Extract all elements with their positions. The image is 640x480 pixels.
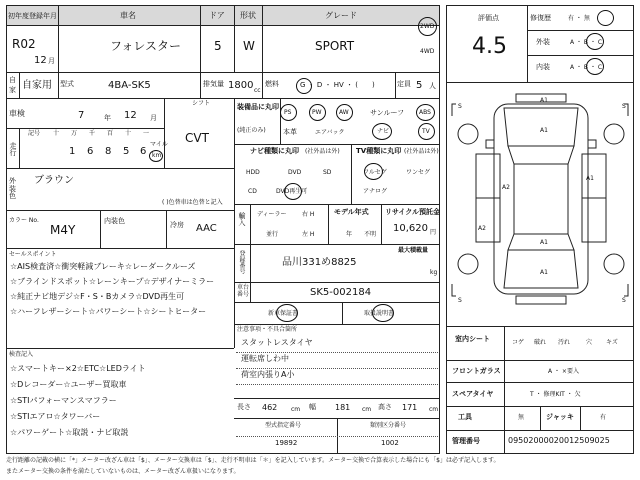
type-no-label: 型式指定番号 — [265, 422, 302, 429]
footer-line-1: 走行距離の記載の横に「*」メーター改ざん車は「$」、メーター交換車は「$」、走行不明車は「＊」を記入しています。メーター交換で合算表示した場合にも「$」は必ず記入します。 — [6, 457, 500, 464]
import-parallel: 並行 — [266, 231, 279, 238]
ac-value: AAC — [196, 223, 217, 234]
entry-title: 検査記入 — [9, 351, 34, 358]
equip-pw: PW — [312, 109, 322, 116]
navi-sd: SD — [323, 169, 332, 176]
score-label: 評価点 — [478, 14, 499, 22]
model-year-year: 年 — [346, 231, 353, 238]
import-dealer: ディーラー — [257, 211, 287, 218]
warranty-b: 取扱説明書 — [364, 310, 395, 317]
height-unit: cm — [429, 406, 439, 413]
inspection-month-unit: 月 — [150, 114, 157, 122]
inspection-label: 車検 — [9, 109, 25, 118]
equip-aw: AW — [339, 109, 349, 116]
tv-fullseg: フルセグ — [363, 169, 387, 176]
tv-analog: アナログ — [363, 188, 388, 195]
grade-label: グレード — [325, 11, 357, 20]
sales-title: セールスポイント — [9, 251, 57, 258]
panel-a1-bumper: A1 — [540, 269, 548, 276]
entry-item-3: ☆STIエアロ☆タワーバー — [10, 412, 101, 421]
tools-value: 無 — [518, 414, 525, 421]
fuel-label: 燃料 — [265, 80, 279, 88]
cabin-item-1: 破れ — [534, 339, 547, 346]
height-label: 高さ — [378, 403, 392, 411]
damage-diagram — [446, 84, 634, 322]
doors-label: ドア — [209, 11, 225, 20]
mile-col-3: 千 — [89, 130, 96, 137]
sales-item-2: ☆純正ナビ地デジ☆F・S・Bカメラ☆DVD再生可 — [10, 292, 185, 301]
mile-unit-km: km — [152, 152, 162, 159]
length-unit: cm — [291, 406, 301, 413]
drive-2wd: 2WD — [420, 23, 435, 30]
cabin-item-3: 穴 — [586, 339, 593, 346]
sales-item-3: ☆ハーフレザーシート☆パワーシート☆シートヒーター — [10, 307, 207, 316]
model-label: 車名 — [120, 11, 136, 20]
panel-a1-rear: A1 — [540, 239, 548, 246]
mile-unit-mile: マイル — [150, 141, 168, 148]
exterior-eval-options: A ・ B ・ C — [570, 39, 603, 46]
first-reg-label: 初年度登録年月 — [8, 12, 57, 20]
navi-dvd-play: DVD再生可 — [276, 188, 308, 195]
repair-options: 有 ・ 無 — [568, 15, 590, 22]
front-glass-label: フロントガラス — [452, 367, 501, 375]
exterior-eval-label: 外装 — [536, 38, 550, 46]
plate-label: 登録番号 — [238, 250, 245, 274]
side-mark-0: S — [458, 103, 462, 110]
height-value: 171 — [402, 403, 418, 412]
jack-label: ジャッキ — [546, 413, 574, 421]
exterior-label: 外装色 — [9, 177, 16, 201]
first-reg-month-unit: 月 — [48, 57, 55, 65]
length-value: 462 — [262, 403, 278, 412]
tools-label: 工具 — [458, 413, 472, 421]
disp-label: 排気量 — [203, 80, 224, 88]
mile-col-0: 記号 — [28, 130, 41, 137]
equip-ps: PS — [284, 109, 292, 116]
recycle-value: 10,620 — [393, 223, 428, 234]
recycle-unit: 円 — [430, 229, 437, 236]
repair-circle — [597, 10, 614, 26]
navi-cd: CD — [248, 188, 257, 195]
model-year-unknown: 不明 — [364, 231, 377, 238]
exterior-eval-circle — [586, 33, 604, 50]
side-mark-3: S — [622, 297, 626, 304]
cap-label: 定員 — [397, 80, 411, 88]
cabin-item-4: キズ — [606, 339, 618, 346]
length-label: 長さ — [237, 403, 251, 411]
width-unit: cm — [362, 406, 372, 413]
notes-line-2: 荷室内張りA小 — [241, 370, 295, 379]
inspection-year: 7 — [78, 110, 85, 121]
equip-title: 装備品に丸印 — [237, 103, 279, 111]
chassis-value: SK5-002184 — [310, 287, 372, 298]
import-left: 左 H — [302, 231, 315, 238]
footer-line-2: またメーター交換の条件を満たしていないものは、メーター改ざん車扱いになります。 — [6, 468, 240, 475]
equip-airbag: エアバック — [315, 129, 345, 136]
reg-label-a: 自 — [9, 76, 16, 84]
score-value: 4.5 — [472, 34, 507, 59]
shift-label: シフト — [192, 100, 211, 107]
spare-label: スペアタイヤ — [452, 390, 494, 398]
entry-item-1: ☆Dレコーダー☆ユーザー買取車 — [10, 380, 127, 389]
ac-label: 冷房 — [170, 221, 184, 229]
notes-line-1: 運転席しわ中 — [241, 354, 289, 363]
reg-label-b: 家 — [9, 86, 16, 94]
warranty-a: 新車保証書 — [268, 310, 299, 317]
equip-sunroof: サンルーフ — [370, 109, 405, 117]
repair-label: 修復歴 — [530, 14, 551, 22]
class-no-label: 類別区分番号 — [370, 422, 407, 429]
mile-digit-0: 1 — [69, 146, 76, 157]
cabin-item-0: コゲ — [512, 339, 525, 346]
grade-value: SPORT — [315, 39, 355, 53]
equip-leather: 本革 — [283, 128, 297, 136]
drive-4wd: 4WD — [420, 48, 435, 55]
navi-hdd: HDD — [246, 169, 260, 176]
interior-color-label: 内装色 — [104, 217, 125, 225]
use-value: 自家用 — [22, 80, 52, 91]
cabin-label: 室内シート — [455, 335, 490, 343]
mile-digit-2: 8 — [105, 146, 112, 157]
panel-a2-right: A2 — [478, 225, 486, 232]
mile-col-6: 一 — [143, 130, 150, 137]
disp-value: 1800 — [228, 80, 254, 91]
equip-abs: ABS — [419, 109, 431, 116]
exterior-value: ブラウン — [34, 175, 74, 186]
panel-a1-front: A1 — [540, 97, 548, 104]
control-label: 管理番号 — [452, 437, 480, 445]
front-glass-value: A ・ ×要入 — [548, 368, 579, 375]
equip-tv: TV — [422, 128, 430, 135]
chassis-label: 車台番号 — [237, 284, 250, 298]
spare-value: T ・ 修理KIT ・ 欠 — [530, 391, 581, 398]
first-reg-month: 12 — [34, 55, 47, 66]
disp-unit: cc — [254, 87, 261, 94]
entry-item-0: ☆スマートキー×2☆ETC☆LEDライト — [10, 364, 146, 373]
shift-value: CVT — [185, 131, 209, 145]
type-label: 型式 — [60, 80, 74, 88]
type-value: 4BA-SK5 — [108, 80, 151, 91]
side-mark-2: S — [458, 297, 462, 304]
mile-col-1: 十 — [53, 130, 60, 137]
notes-title: 注意事項・不具合箇所 — [237, 326, 298, 333]
class-no-value: 1002 — [381, 439, 399, 447]
sales-item-1: ☆ブラインドスポット☆レーンキープ☆デザイナーミラー — [10, 277, 215, 286]
recycle-label: リサイクル預託金 — [385, 208, 441, 216]
tv-hint: (社外品は外) — [404, 148, 439, 155]
exterior-note: ( )色替車は色替と記入 — [162, 199, 223, 206]
import-label-a: 輸入 — [238, 212, 246, 226]
mile-digit-3: 5 — [123, 146, 130, 157]
jack-value: 有 — [600, 414, 607, 421]
mile-digit-1: 6 — [87, 146, 94, 157]
navi-dvd: DVD — [288, 169, 302, 176]
shape-value: W — [243, 39, 255, 53]
sales-item-0: ☆AIS検査済☆衝突軽減ブレーキ☆レーダークルーズ — [10, 262, 196, 271]
interior-eval-circle — [586, 58, 604, 75]
navi-title: ナビ種類に丸印 — [250, 147, 299, 155]
tv-title: TV種類に丸印 — [356, 147, 402, 155]
inspection-month: 12 — [124, 110, 137, 121]
shape-label: 形状 — [240, 11, 256, 20]
mile-col-2: 万 — [71, 130, 78, 137]
plate-value: 品川331め8825 — [282, 257, 357, 268]
entry-item-2: ☆STIパフォーマンスマフラー — [10, 396, 117, 405]
control-value: 09502000020012509025 — [508, 436, 610, 445]
cabin-item-2: 汚れ — [558, 339, 571, 346]
cap-value: 5 — [416, 80, 423, 91]
inspection-year-unit: 年 — [104, 114, 111, 122]
tv-oneseg: ワンセグ — [406, 169, 431, 176]
mileage-label: 走行 — [9, 142, 17, 156]
mile-digit-4: 6 — [140, 146, 147, 157]
side-mark-1: S — [622, 103, 626, 110]
import-right: 右 H — [302, 211, 315, 218]
model-year-label: モデル年式 — [334, 208, 369, 216]
doors-value: 5 — [214, 39, 222, 53]
notes-line-0: スタットレスタイヤ — [241, 338, 313, 347]
panel-a1-door: A1 — [586, 175, 594, 182]
interior-eval-label: 内装 — [536, 63, 550, 71]
max-load-unit: kg — [430, 269, 438, 276]
model-value: フォレスター — [110, 39, 182, 53]
first-reg-value: R02 — [12, 37, 36, 51]
fuel-value: G ・ D ・ HV ・ ( ) — [300, 81, 375, 89]
panel-a1-hood: A1 — [540, 127, 548, 134]
entry-item-4: ☆パワーゲート☆取説・ナビ取説 — [10, 428, 129, 437]
panel-a2-left: A2 — [502, 184, 510, 191]
interior-eval-options: A ・ B ・ C — [570, 64, 603, 71]
color-code-value: M4Y — [50, 223, 76, 237]
max-load-label: 最大積載量 — [398, 247, 429, 254]
mile-col-4: 百 — [107, 130, 114, 137]
cap-unit: 人 — [429, 82, 436, 90]
equip-navi: ナビ — [377, 128, 390, 135]
navi-hint: (社外品は外) — [305, 148, 340, 155]
width-value: 181 — [335, 403, 351, 412]
equip-subtitle: (純正のみ) — [237, 127, 266, 134]
mile-col-5: 十 — [125, 130, 132, 137]
width-label: 幅 — [309, 403, 316, 411]
type-no-value: 19892 — [275, 439, 298, 447]
color-code-label: カラー No. — [9, 217, 39, 224]
